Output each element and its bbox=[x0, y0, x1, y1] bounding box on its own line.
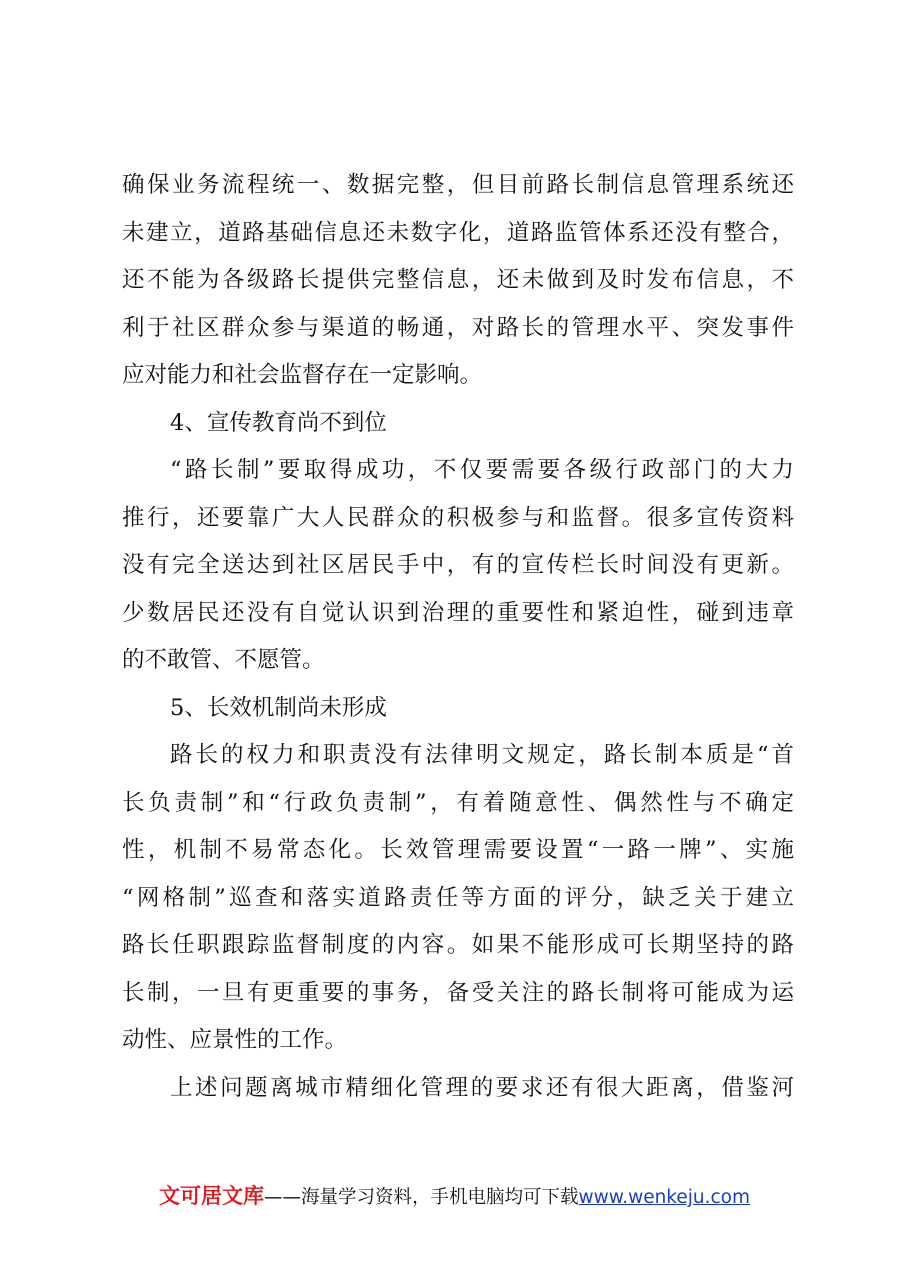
body-line-15: 性，机制不易常态化。长效管理需要设置“一路一牌”、实施 bbox=[122, 837, 794, 863]
body-line-10: 少数居民还没有自觉认识到治理的重要性和紧迫性，碰到违章 bbox=[122, 599, 794, 626]
body-line-3: 还不能为各级路长提供完整信息，还未做到及时发布信息，不 bbox=[122, 267, 794, 293]
body-line-5: 应对能力和社会监督存在一定影响。 bbox=[122, 362, 483, 388]
body-line-16: “网格制”巡查和落实道路责任等方面的评分，缺乏关于建立 bbox=[122, 884, 794, 911]
body-line-11: 的不敢管、不愿管。 bbox=[122, 647, 325, 673]
body-line-14: 长负责制”和“行政负责制”，有着随意性、偶然性与不确定 bbox=[122, 789, 794, 816]
body-line-2: 未建立，道路基础信息还未数字化，道路监管体系还没有整合， bbox=[122, 219, 794, 246]
body-line-13: 路长的权力和职责没有法律明文规定，路长制本质是“首 bbox=[170, 742, 794, 768]
body-line-9: 没有完全送达到社区居民手中，有的宣传栏长时间没有更新。 bbox=[122, 552, 794, 578]
body-line-20: 上述问题离城市精细化管理的要求还有很大距离，借鉴河 bbox=[170, 1074, 794, 1101]
body-line-8: 推行，还要靠广大人民群众的积极参与和监督。很多宣传资料 bbox=[122, 504, 794, 531]
document-body bbox=[122, 162, 794, 1112]
body-line-7: “路长制”要取得成功，不仅要需要各级行政部门的大力 bbox=[170, 457, 794, 483]
footer-brand: 文可居文库 bbox=[158, 1184, 264, 1208]
footer-tagline: ——海量学习资料，手机电脑均可下载 bbox=[263, 1187, 579, 1208]
footer-banner bbox=[0, 1180, 909, 1214]
section-heading-4: 4、宣传教育尚不到位 bbox=[170, 409, 387, 436]
body-line-17: 路长任职跟踪监督制度的内容。如果不能形成可长期坚持的路 bbox=[122, 932, 794, 958]
body-line-19: 动性、应景性的工作。 bbox=[122, 1027, 348, 1053]
footer-url-link[interactable]: www.wenkeju.com bbox=[578, 1187, 751, 1208]
body-line-4: 利于社区群众参与渠道的畅通，对路长的管理水平、突发事件 bbox=[122, 314, 794, 341]
body-line-18: 长制，一旦有更重要的事务，备受关注的路长制将可能成为运 bbox=[122, 979, 794, 1006]
body-line-1: 确保业务流程统一、数据完整，但目前路长制信息管理系统还 bbox=[122, 172, 794, 198]
section-heading-5: 5、长效机制尚未形成 bbox=[170, 694, 387, 721]
